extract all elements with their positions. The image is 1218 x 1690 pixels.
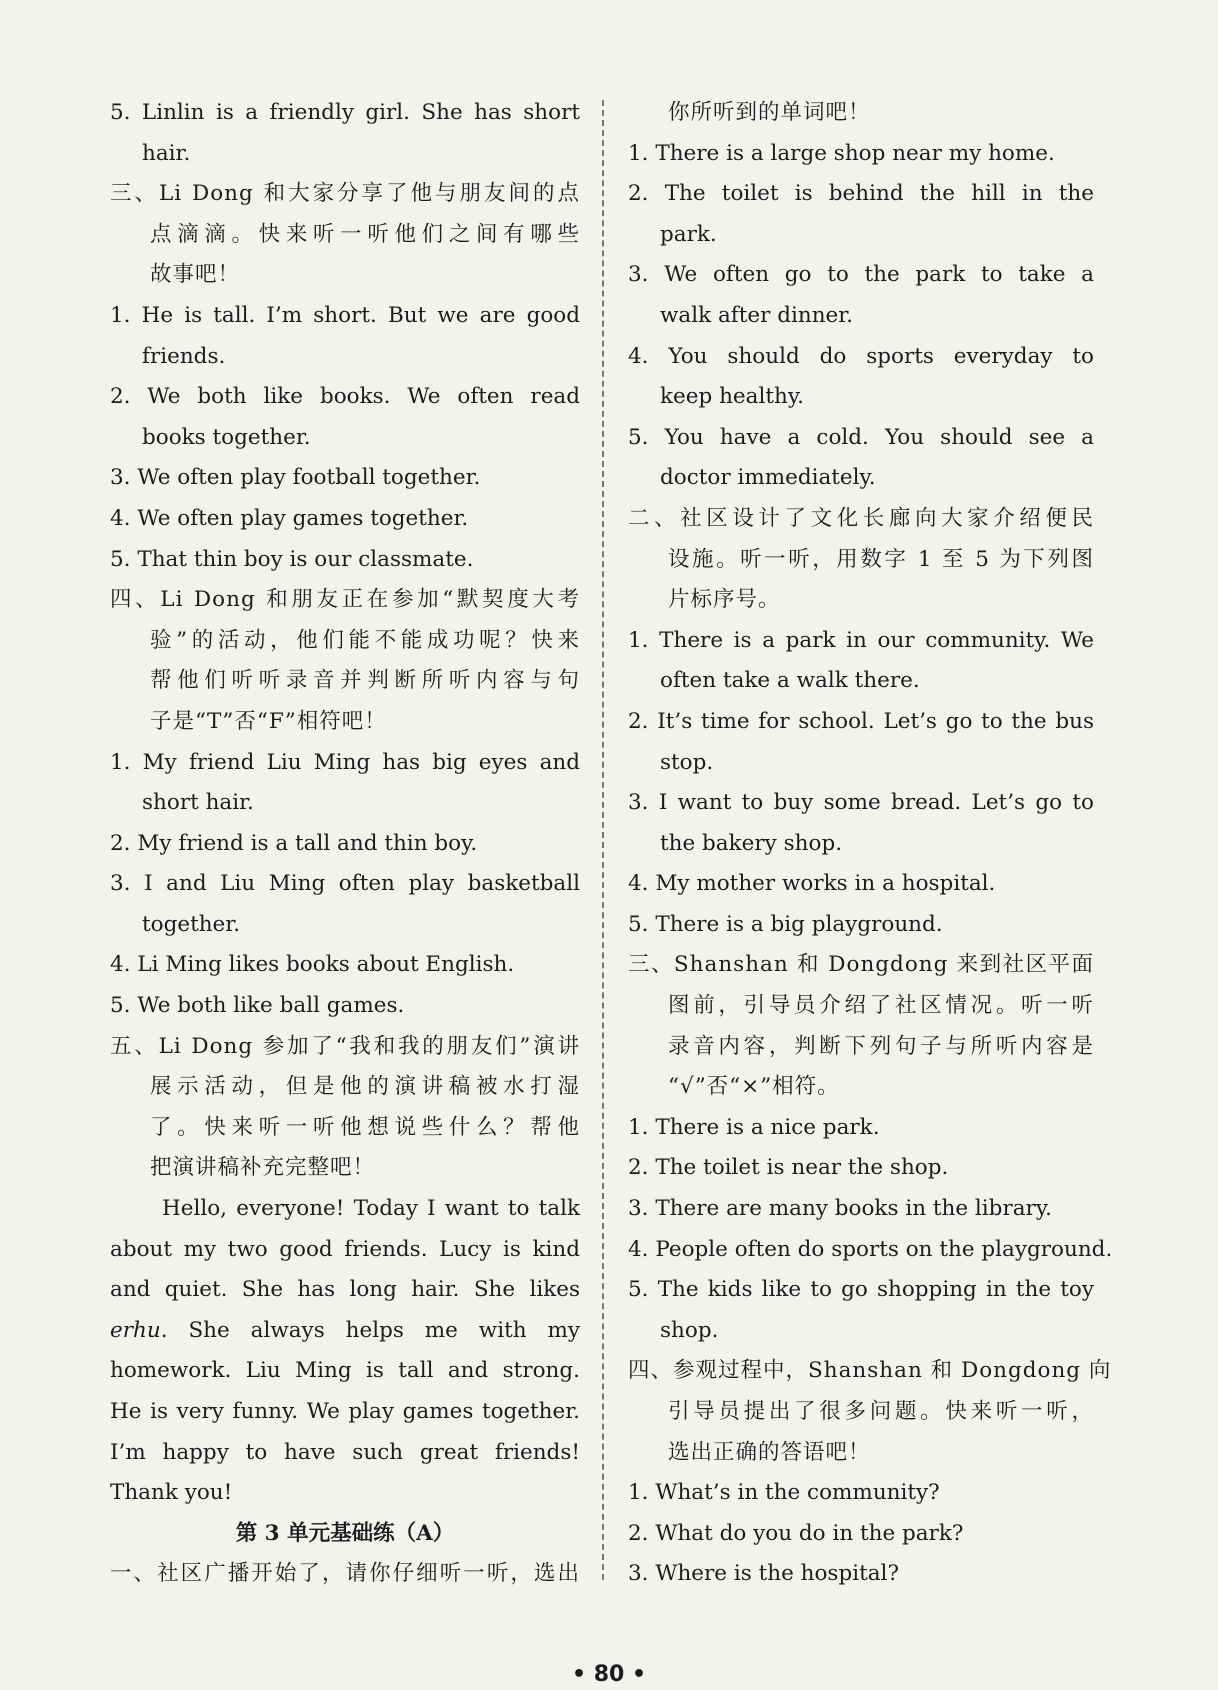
text-line: 把演讲稿补充完整吧！ — [150, 1155, 376, 1181]
text-line: 片标序号。 — [668, 587, 781, 613]
text-line: 设施。听一听，用数字 1 至 5 为下列图 — [668, 546, 1094, 572]
unit-heading: 第 3 单元基础练（A） — [235, 1520, 455, 1546]
text-line: homework. Liu Ming is tall and strong. — [110, 1358, 580, 1384]
text-line: 帮他们听听录音并判断所听内容与句 — [150, 668, 580, 694]
text-line: 3. There are many books in the library. — [628, 1196, 1052, 1222]
text-line: 1. What’s in the community? — [628, 1480, 940, 1506]
text-line: 五、Li Dong 参加了“我和我的朋友们”演讲 — [110, 1033, 580, 1059]
text-line — [110, 1311, 580, 1352]
text-line: 展示活动，但是他的演讲稿被水打湿 — [150, 1074, 580, 1100]
text-line: 2. We both like books. We often read — [110, 384, 580, 410]
text-line: 4. Li Ming likes books about English. — [110, 952, 515, 978]
right-column — [628, 93, 1113, 1595]
text-line: 四、参观过程中，Shanshan 和 Dongdong 向 — [628, 1358, 1112, 1384]
text-line: 5. The kids like to go shopping in the toy — [628, 1277, 1094, 1303]
text-line: doctor immediately. — [660, 465, 876, 491]
text-line: books together. — [142, 424, 311, 450]
text-line: 2. The toilet is behind the hill in the — [628, 181, 1094, 207]
text-line: 录音内容，判断下列句子与所听内容是 — [668, 1033, 1094, 1059]
text-line: about my two good friends. Lucy is kind — [110, 1236, 580, 1262]
text-line: 2. My friend is a tall and thin boy. — [110, 830, 478, 856]
text-line: 故事吧！ — [150, 262, 241, 288]
text-line: 四、Li Dong 和朋友正在参加“默契度大考 — [110, 587, 580, 613]
text-line: hair. — [142, 140, 191, 166]
text-line: “√”否“×”相符。 — [668, 1074, 840, 1100]
text-line: 4. You should do sports everyday to — [628, 343, 1094, 369]
text-line: 3. I and Liu Ming often play basketball — [110, 871, 580, 897]
text-line: 5. Linlin is a friendly girl. She has short — [110, 100, 580, 125]
text-line: 你所听到的单词吧！ — [668, 100, 871, 125]
text-line: often take a walk there. — [660, 668, 920, 694]
text-line: He is very funny. We play games together. — [110, 1399, 580, 1424]
page-number: • 80 • — [571, 1662, 647, 1687]
column-divider — [602, 100, 604, 1580]
left-column — [110, 93, 580, 1595]
text-line: 1. There is a large shop near my home. — [628, 140, 1055, 166]
text-line: 2. What do you do in the park? — [628, 1520, 964, 1546]
text-line: walk after dinner. — [660, 302, 854, 328]
text-line: 3. We often play football together. — [110, 465, 481, 491]
text-line: 一、社区广播开始了，请你仔细听一听，选出 — [110, 1561, 580, 1587]
text-line: 5. That thin boy is our classmate. — [110, 546, 474, 572]
italic-word: erhu — [110, 1317, 161, 1343]
text-line: 引导员提出了很多问题。快来听一听， — [668, 1399, 1094, 1424]
text-line: 验”的活动，他们能不能成功呢？快来 — [150, 627, 580, 653]
text-line: 3. We often go to the park to take a — [628, 262, 1094, 288]
text-line: stop. — [660, 749, 714, 775]
text-line: 5. You have a cold. You should see a — [628, 424, 1094, 450]
text-line: Thank you! — [110, 1480, 233, 1506]
text-fragment: . She always helps me with my — [160, 1317, 580, 1343]
text-line: 4. My mother works in a hospital. — [628, 871, 996, 897]
text-line: keep healthy. — [660, 384, 804, 410]
text-line: 1. My friend Liu Ming has big eyes and — [110, 749, 580, 775]
text-line: 4. People often do sports on the playground. — [628, 1236, 1113, 1262]
text-line: shop. — [660, 1317, 719, 1343]
text-line: 1. There is a park in our community. We — [628, 627, 1094, 653]
text-line: 3. Where is the hospital? — [628, 1561, 899, 1587]
text-line: and quiet. She has long hair. She likes — [110, 1277, 580, 1303]
text-line: 2. It’s time for school. Let’s go to the bus — [628, 708, 1094, 734]
text-line: 二、社区设计了文化长廊向大家介绍便民 — [628, 505, 1094, 531]
text-line: 三、Li Dong 和大家分享了他与朋友间的点 — [110, 181, 580, 207]
text-line: 子是“T”否“F”相符吧！ — [150, 708, 387, 734]
text-line: 1. He is tall. I’m short. But we are good — [110, 302, 580, 328]
text-line: 三、Shanshan 和 Dongdong 来到社区平面 — [628, 952, 1094, 978]
text-line: short hair. — [142, 790, 254, 816]
text-line: together. — [142, 911, 241, 937]
text-line: 4. We often play games together. — [110, 505, 469, 531]
text-line: 选出正确的答语吧！ — [668, 1439, 871, 1465]
text-line: the bakery shop. — [660, 830, 843, 856]
text-line: Hello, everyone! Today I want to talk — [162, 1196, 580, 1222]
text-line: I’m happy to have such great friends! — [110, 1439, 580, 1465]
text-line: friends. — [142, 343, 226, 369]
text-line: 1. There is a nice park. — [628, 1114, 880, 1140]
text-line: 点滴滴。快来听一听他们之间有哪些 — [150, 221, 580, 247]
text-line: 5. There is a big playground. — [628, 911, 943, 937]
text-line: park. — [660, 221, 717, 247]
text-line: 2. The toilet is near the shop. — [628, 1155, 949, 1181]
text-line: 3. I want to buy some bread. Let’s go to — [628, 790, 1094, 816]
text-line: 了。快来听一听他想说些什么？帮他 — [150, 1114, 580, 1140]
text-line: 5. We both like ball games. — [110, 993, 405, 1019]
text-line: 图前，引导员介绍了社区情况。听一听 — [668, 993, 1094, 1019]
